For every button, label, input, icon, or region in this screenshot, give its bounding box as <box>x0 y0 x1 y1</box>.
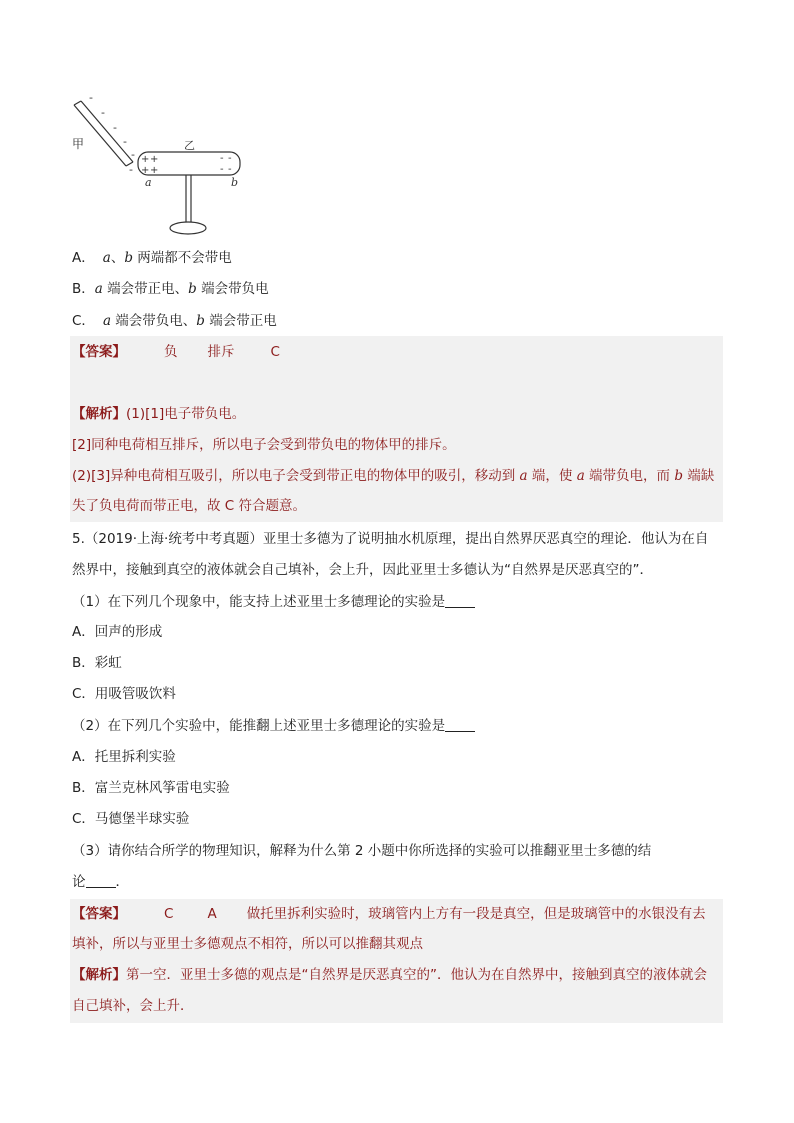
electrostatic-figure <box>68 92 258 242</box>
analysis-1-line1: 【解析】(1)[1]电子带负电。 <box>72 406 246 422</box>
option-c: C． a 端会带负电、b 端会带正电 <box>72 313 277 329</box>
plus-2: + <box>150 154 159 165</box>
analysis-5-line2: 自己填补，会上升． <box>72 998 194 1014</box>
minus-b-4: - <box>228 164 232 175</box>
answer-5-line2: 填补，所以与亚里士多德观点不相符，所以可以推翻其观点 <box>72 936 423 952</box>
option-b: B．a 端会带正电、b 端会带负电 <box>72 281 269 297</box>
plus-1: + <box>141 154 150 165</box>
stand-base <box>170 222 206 234</box>
minus-b-1: - <box>220 153 224 164</box>
rod-minus-5: - <box>131 148 135 161</box>
rod-label: 甲 <box>72 137 85 151</box>
analysis-5-line1: 【解析】第一空．亚里士多德的观点是“自然界是厌恶真空的”．他认为在自然界中，接触到真空的液体就会 <box>72 967 707 983</box>
q5-stem-1: 5.（2019·上海·统考中考真题）亚里士多德为了说明抽水机原理，提出自然界厌恶真空的理论．他认为在自 <box>72 531 709 547</box>
q5-sub2-opt-c: C．马德堡半球实验 <box>72 811 190 827</box>
option-a: A． a、b 两端都不会带电 <box>72 250 232 266</box>
conductor-label: 乙 <box>184 139 195 152</box>
end-a-label: a <box>145 176 152 189</box>
q5-sub1-opt-c: C．用吸管吸饮料 <box>72 686 176 702</box>
q5-sub3-cont: 论 ． <box>72 874 129 890</box>
rod-minus-1: - <box>89 92 93 104</box>
analysis-1-line2: [2]同种电荷相互排斥，所以电子会受到带负电的物体甲的排斥。 <box>72 437 456 453</box>
analysis-1-line4: 失了负电荷而带正电，故 C 符合题意。 <box>72 498 307 514</box>
q5-sub1-opt-a: A．回声的形成 <box>72 624 163 640</box>
plus-3: + <box>141 165 150 176</box>
q5-sub1: （1）在下列几个现象中，能支持上述亚里士多德理论的实验是 <box>72 592 475 612</box>
answer-block-1 <box>70 336 723 522</box>
answer-blank-1 <box>445 593 475 608</box>
plus-4: + <box>150 165 159 176</box>
rod-minus-2: - <box>101 106 105 119</box>
rod-minus-6: - <box>129 163 133 176</box>
answer-1: 【答案】 负 排斥 C <box>72 344 280 360</box>
answer-5-line1: 【答案】 C A 做托里拆利实验时，玻璃管内上方有一段是真空，但是玻璃管中的水银没有去 <box>72 906 706 922</box>
q5-sub2-opt-b: B．富兰克林风筝雷电实验 <box>72 780 230 796</box>
analysis-1-line3: (2)[3]异种电荷相互吸引，所以电子会受到带正电的物体甲的吸引，移动到 a 端，使 a 端带负电，而 b 端缺 <box>72 468 715 484</box>
q5-sub1-opt-b: B．彩虹 <box>72 655 122 671</box>
answer-blank-2 <box>445 717 475 732</box>
rod-minus-3: - <box>113 121 117 134</box>
rod-minus-4: - <box>123 135 127 148</box>
q5-sub2-opt-a: A．托里拆利实验 <box>72 749 176 765</box>
q5-sub2: （2）在下列几个实验中，能推翻上述亚里士多德理论的实验是 <box>72 716 475 736</box>
minus-b-2: - <box>228 153 232 164</box>
q5-stem-2: 然界中，接触到真空的液体就会自己填补，会上升，因此亚里士多德认为“自然界是厌恶真空的”． <box>72 562 653 578</box>
end-b-label: b <box>231 176 239 189</box>
q5-sub3: （3）请你结合所学的物理知识，解释为什么第 2 小题中你所选择的实验可以推翻亚里士多德的结 <box>72 843 652 859</box>
minus-b-3: - <box>220 164 224 175</box>
answer-blank-3 <box>86 873 116 888</box>
